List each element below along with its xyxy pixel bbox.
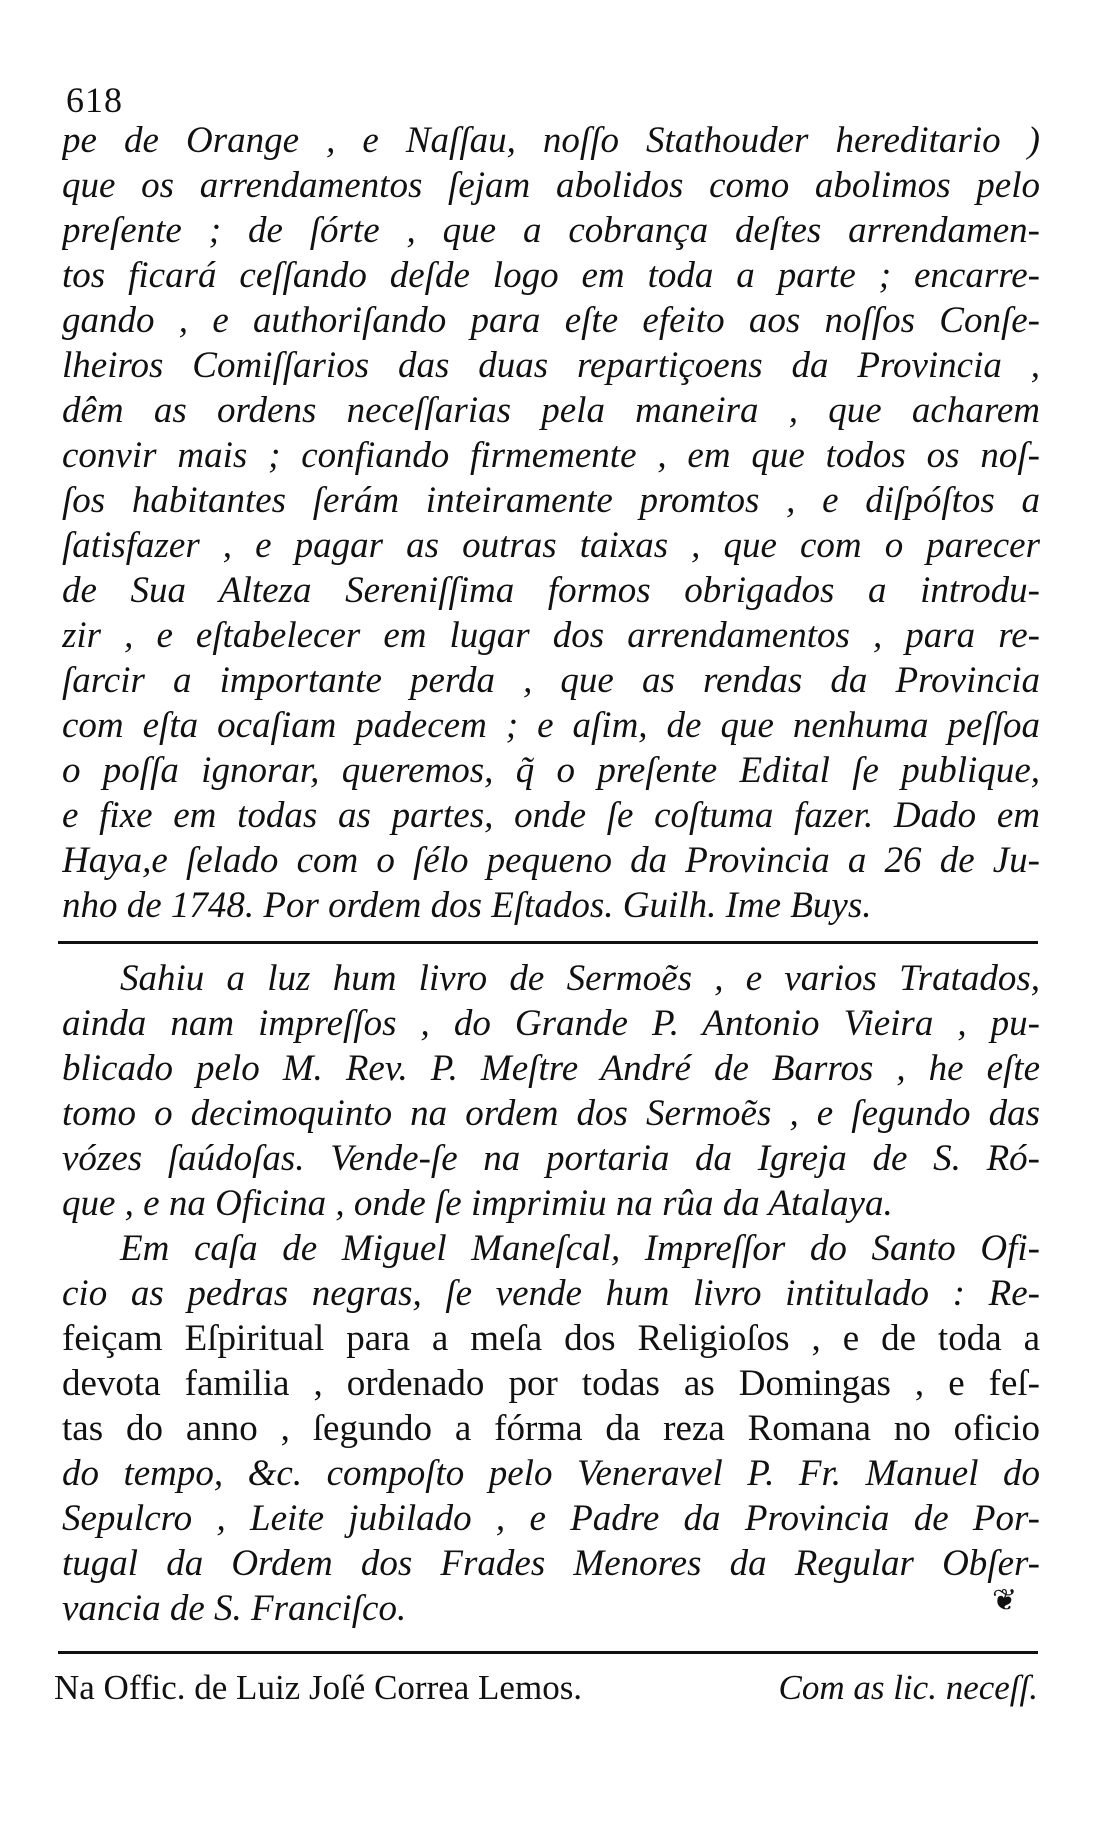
edict-line: lheiros Comiſſarios das duas repartiçoens da Provincia , [62,345,1040,386]
colophon [54,1667,1038,1709]
notice-line: vózes ſaúdoſas. Vende-ſe na portaria da Igreja de S. Ró- [62,1138,1040,1179]
edict-line: dêm as ordens neceſſarias pela maneira , que acharem [62,390,1040,431]
notice-line: do tempo, &c. compoſto pelo Veneravel P. Fr. Manuel do [62,1453,1040,1494]
edict-line: tos ficará ceſſando deſde logo em toda a parte ; encarre- [62,255,1040,296]
edict-line: que os arrendamentos ſejam abolidos como abolimos pelo [62,165,1040,206]
notice-line: tas do anno , ſegundo a fórma da reza Romana no oficio [62,1408,1040,1449]
edict-line: ſarcir a importante perda , que as rendas da Provincia [62,660,1040,701]
edict-line: nho de 1748. Por ordem dos Eſtados. Guilh. Ime Buys. [62,885,872,926]
notice-line: Em caſa de Miguel Maneſcal, Impreſſor do Santo Ofi- [120,1228,1040,1269]
edict-line: e fixe em todas as partes, onde ſe coſtuma fazer. Dado em [62,795,1040,836]
edict-text-block [62,118,1040,928]
edict-line: gando , e authoriſando para eſte efeito aos noſſos Conſe- [62,300,1040,341]
edict-line: preſente ; de ſórte , que a cobrança deſtes arrendamen- [62,210,1040,251]
section-divider-bottom [58,1651,1038,1654]
notice-line: cio as pedras negras, ſe vende hum livro intitulado : Re- [62,1273,1040,1314]
notice-line: feiçam Eſpiritual para a meſa dos Religioſos , e de toda a [62,1318,1040,1359]
notice-line: que , e na Oficina , onde ſe imprimiu na rûa da Atalaya. [62,1183,893,1224]
edict-line: Haya,e ſelado com o ſélo pequeno da Provincia a 26 de Ju- [62,840,1040,881]
edict-line: com eſta ocaſiam padecem ; e aſim, de que nenhuma peſſoa [62,705,1040,746]
edict-line: ſos habitantes ſerám inteiramente promtos , e diſpóſtos a [62,480,1040,521]
notice-line: tugal da Ordem dos Frades Menores da Regular Obſer- [62,1543,1040,1584]
notice-line: devota familia , ordenado por todas as Domingas , e feſ- [62,1363,1040,1404]
edict-line: o poſſa ignorar, queremos, q̃ o preſente Edital ſe publique, [62,750,1040,791]
notice-line: vancia de S. Franciſco. [62,1588,407,1629]
edict-line: pe de Orange , e Naſſau, noſſo Stathouder hereditario ) [62,120,1040,161]
edict-line: de Sua Alteza Sereniſſima formos obrigados a introdu- [62,570,1040,611]
notice-line: Sepulcro , Leite jubilado , e Padre da Provincia de Por- [62,1498,1040,1539]
notice-line: blicado pelo M. Rev. P. Meſtre André de Barros , he eſte [62,1048,1040,1089]
colophon-licence: Com as lic. neceſſ. [778,1668,1038,1707]
colophon-imprint: Na Offic. de Luiz Joſé Correa Lemos. [54,1668,583,1707]
notice-line: tomo o decimoquinto na ordem dos Sermoẽs , e ſegundo das [62,1093,1040,1134]
section-divider-top [58,941,1038,944]
notice-line: Sahiu a luz hum livro de Sermoẽs , e varios Tratados, [120,958,1040,999]
edict-line: convir mais ; confiando firmemente , em que todos os noſ- [62,435,1040,476]
notices-text-block [62,956,1040,1631]
edict-line: zir , e eſtabelecer em lugar dos arrendamentos , para re- [62,615,1040,656]
edict-line: ſatisfazer , e pagar as outras taixas , que com o parecer [62,525,1040,566]
notice-line: ainda nam impreſſos , do Grande P. Antonio Vieira , pu- [62,1003,1040,1044]
page-number: 618 [66,80,123,120]
fleuron-ornament-icon: ❦ [992,1584,1018,1617]
